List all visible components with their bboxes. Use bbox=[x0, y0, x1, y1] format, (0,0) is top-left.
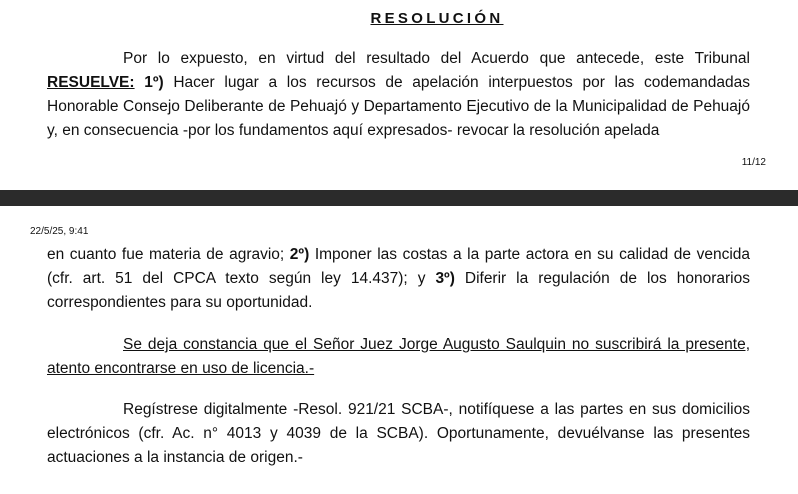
document-page-top bbox=[0, 0, 798, 190]
print-timestamp: 22/5/25, 9:41 bbox=[30, 226, 89, 237]
document-page-bottom bbox=[0, 206, 798, 494]
item-2-marker: 2º) bbox=[289, 246, 310, 263]
resolution-title: RESOLUCIÓN bbox=[370, 10, 504, 27]
paragraph-text: en cuanto fue materia de agravio; bbox=[47, 246, 290, 263]
paragraph-text: Imponer las costas a la parte actora en su calidad de vencida (cfr. art. 51 del CPCA texto según ley 14.437); y bbox=[47, 246, 751, 287]
paragraph-text: Hacer lugar a los recursos de apelación interpuestos por las codemandadas Honorable Consejo Deliberante de Pehuajó y Departamento Ejecutivo de la Municipalidad de Pehuajó y, en consecuencia -por los fundamentos aquí expresados- revocar la resolución apelada bbox=[47, 74, 751, 139]
item-1-marker: 1º) bbox=[134, 74, 164, 91]
continuation-paragraph bbox=[47, 243, 750, 315]
paragraph-text: Por lo expuesto, en virtud del resultado del Acuerdo que antecede, este Tribunal bbox=[123, 50, 750, 67]
resuelve-label: RESUELVE: bbox=[47, 74, 135, 91]
paragraph-text: Diferir la regulación de los honorarios correspondientes para su oportunidad. bbox=[47, 270, 750, 311]
registration-paragraph: Regístrese digitalmente -Resol. 921/21 SCBA-, notifíquese a las partes en sus domicilios electrónicos (cfr. Ac. n° 4013 y 4039 de la SCBA). Oportunamente, devuélvanse las presentes actuaciones a la instancia de origen.- bbox=[47, 401, 750, 466]
item-3-marker: 3º) bbox=[435, 270, 455, 287]
page-number: 11/12 bbox=[741, 157, 766, 168]
page-separator bbox=[0, 190, 798, 206]
resolution-paragraph bbox=[47, 47, 750, 143]
license-notice-paragraph: Se deja constancia que el Señor Juez Jorge Augusto Saulquin no suscribirá la presente, atento encontrarse en uso de licencia.- bbox=[47, 336, 750, 377]
